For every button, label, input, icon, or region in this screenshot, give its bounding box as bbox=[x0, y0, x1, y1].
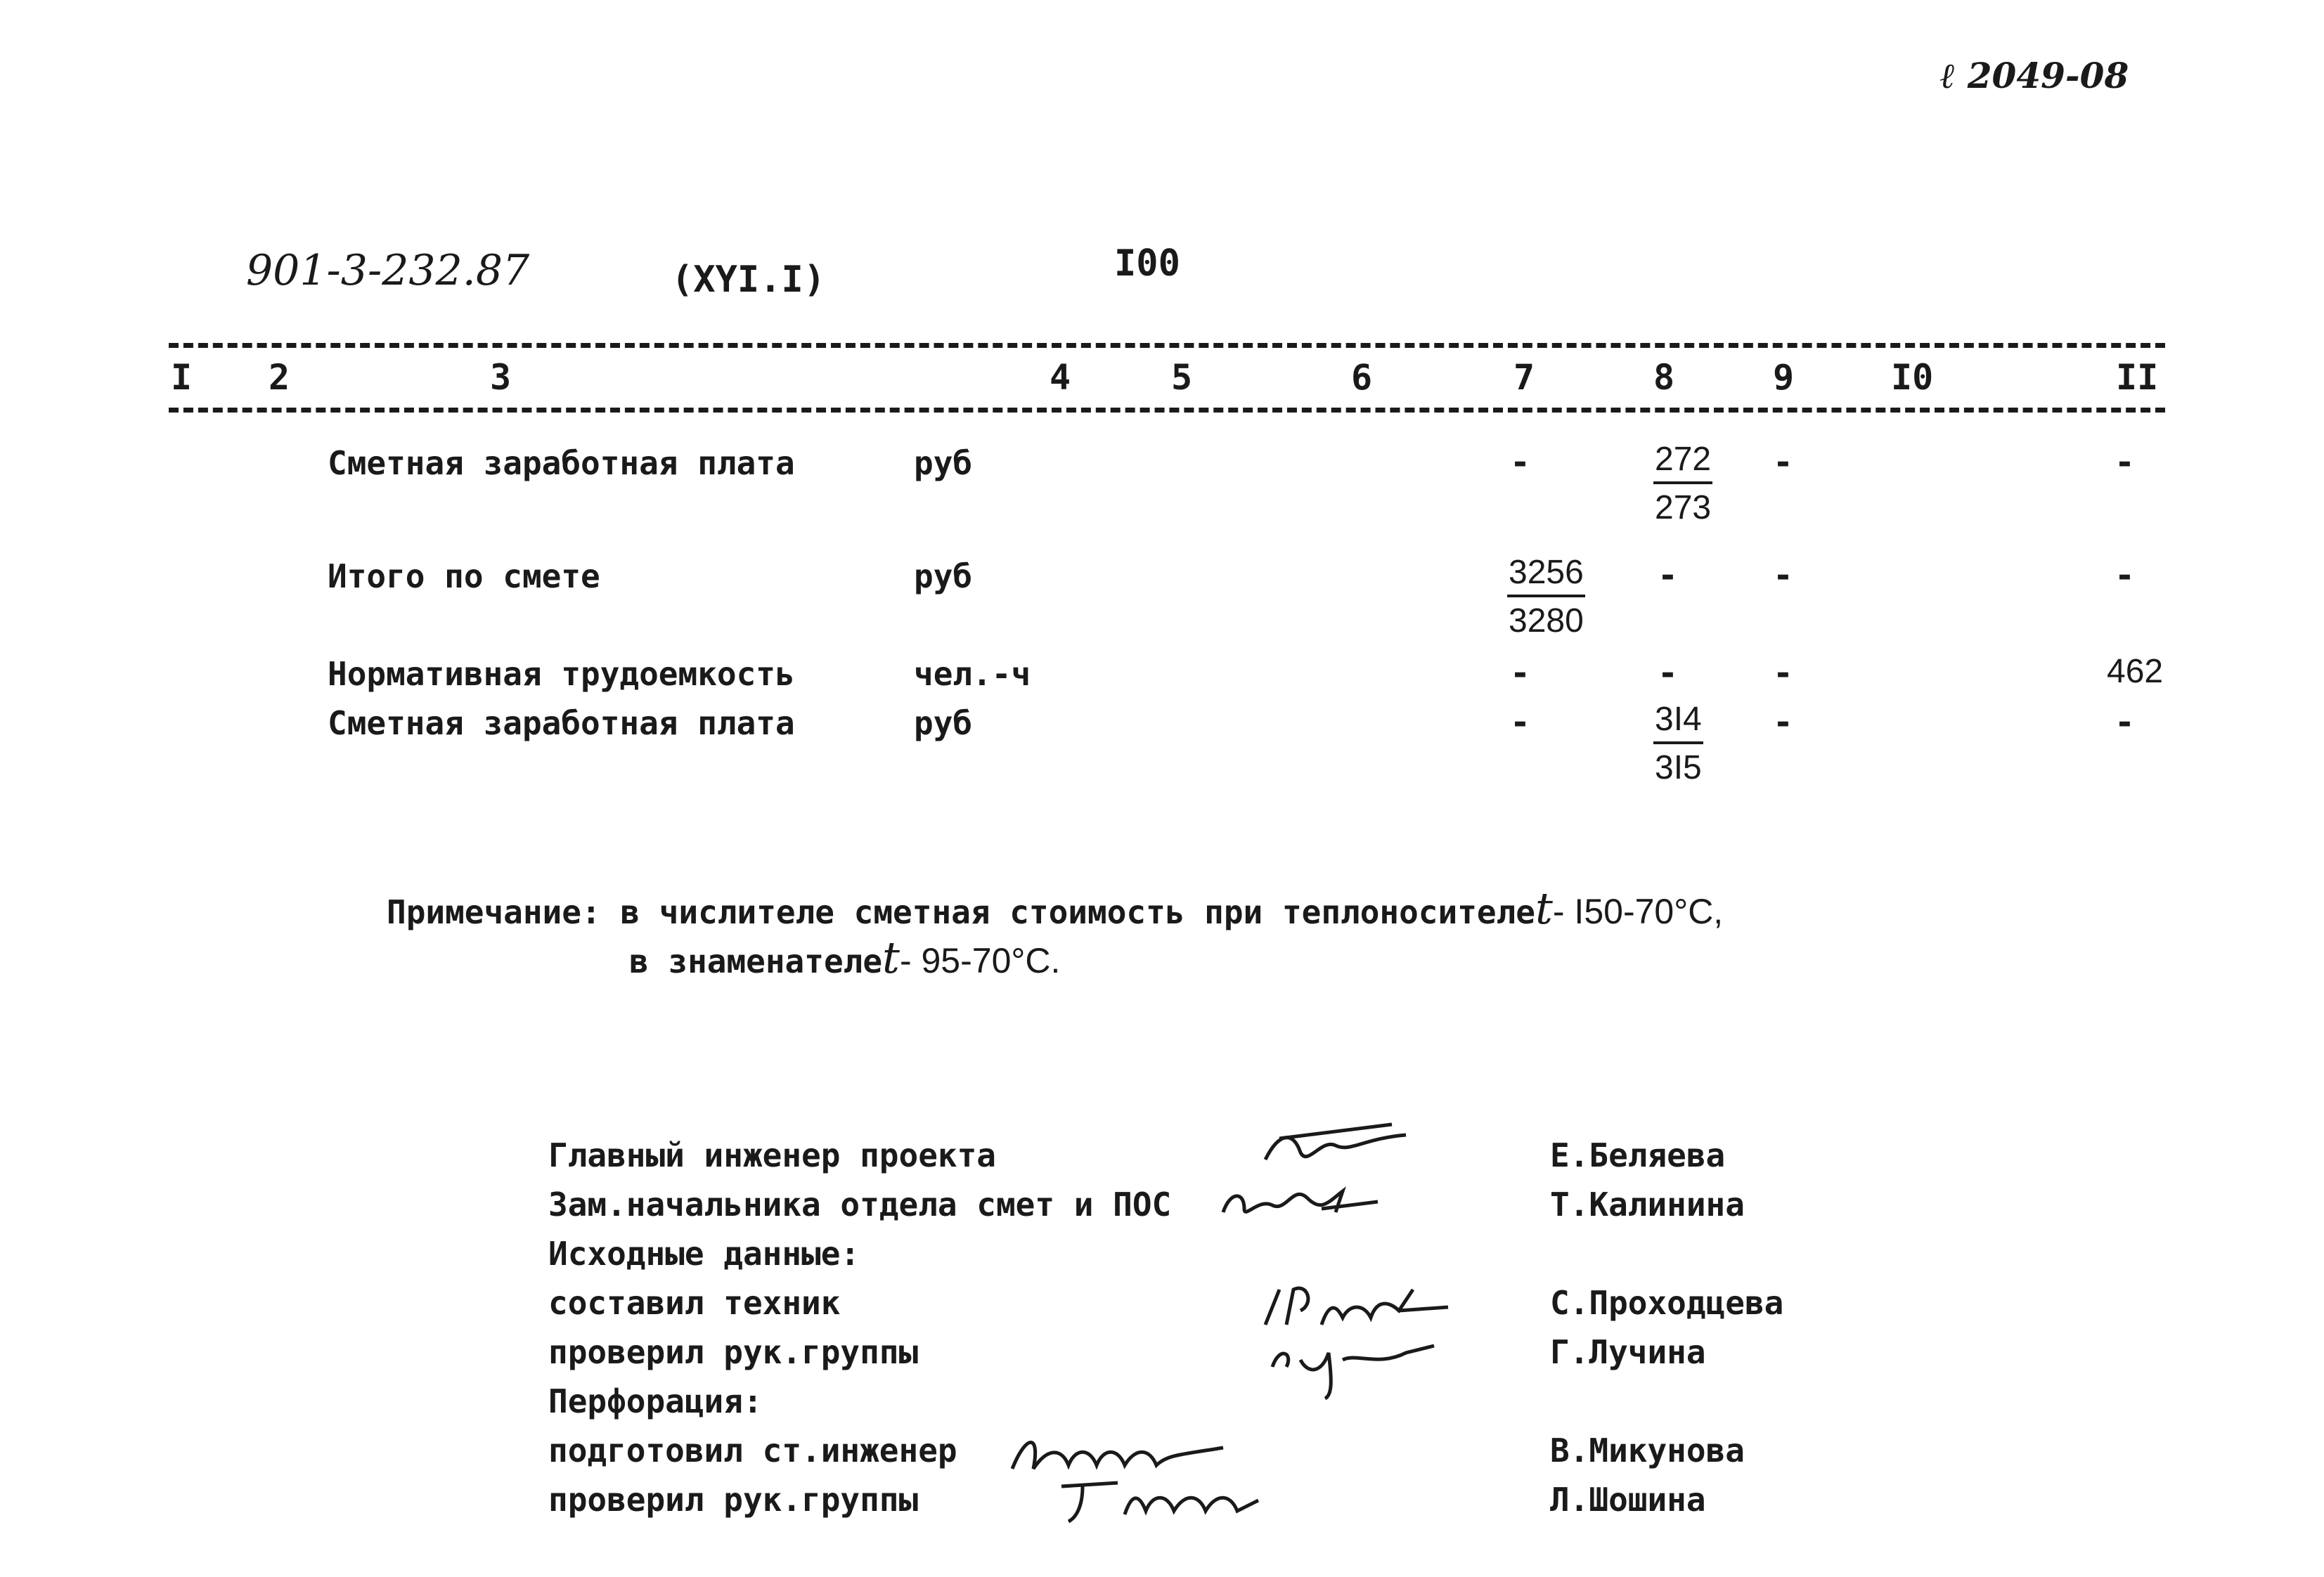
cell-col9: - bbox=[1773, 443, 1793, 482]
signer-name: Т.Калинина bbox=[1550, 1186, 1745, 1224]
column-number: 8 bbox=[1653, 357, 1675, 398]
signer-name: В.Микунова bbox=[1550, 1432, 1745, 1469]
signer-role: подготовил ст.инженер bbox=[548, 1432, 957, 1469]
note-temperature-symbol: t bbox=[882, 932, 900, 983]
cell-col9: - bbox=[1773, 654, 1793, 693]
signature-handwritten bbox=[1265, 1325, 1448, 1402]
signer-name: Е.Беляева bbox=[1550, 1136, 1726, 1174]
cell-col7-numerator: 3256 bbox=[1507, 553, 1585, 597]
row-name: Нормативная трудоемкость bbox=[328, 655, 795, 693]
column-number: 4 bbox=[1050, 357, 1071, 398]
signer-role: проверил рук.группы bbox=[548, 1481, 919, 1519]
cell-col8: - bbox=[1658, 556, 1678, 595]
cell-col8-fraction bbox=[1653, 440, 1712, 527]
row-unit: руб bbox=[914, 704, 973, 742]
cell-col11: 462 bbox=[2107, 653, 2164, 690]
section-label: Перфорация: bbox=[548, 1382, 763, 1420]
signature-handwritten bbox=[1258, 1117, 1413, 1174]
signer-role: проверил рук.группы bbox=[548, 1333, 919, 1371]
project-code: 901-3-232.87 bbox=[246, 246, 530, 295]
row-name: Итого по смете bbox=[328, 557, 600, 595]
row-name: Сметная заработная плата bbox=[328, 704, 795, 742]
signer-role: составил техник bbox=[548, 1284, 841, 1322]
cell-col7: - bbox=[1510, 443, 1530, 482]
cell-col11: - bbox=[2115, 556, 2135, 595]
signer-name: Г.Лучина bbox=[1550, 1333, 1706, 1371]
signer-role: Главный инженер проекта bbox=[548, 1136, 996, 1174]
note-range: - I50-70°С, bbox=[1552, 892, 1724, 931]
column-number: 2 bbox=[269, 357, 290, 398]
document-code-corner: ℓ 2049-08 bbox=[1940, 55, 2129, 96]
header-rule-bottom bbox=[169, 408, 2165, 413]
row-unit: руб bbox=[914, 444, 973, 482]
row-name: Сметная заработная плата bbox=[328, 444, 795, 482]
cell-col7: - bbox=[1510, 654, 1530, 693]
column-number: I0 bbox=[1891, 357, 1934, 398]
cell-col11: - bbox=[2115, 703, 2135, 742]
row-unit: руб bbox=[914, 557, 973, 595]
note-text: в знаменателе bbox=[629, 942, 883, 980]
signature-handwritten bbox=[1216, 1170, 1385, 1226]
column-number: 7 bbox=[1513, 357, 1535, 398]
section-label: Исходные данные: bbox=[548, 1235, 860, 1273]
row-unit: чел.-ч bbox=[914, 655, 1031, 693]
cell-col9: - bbox=[1773, 556, 1793, 595]
column-number: I bbox=[171, 357, 193, 398]
cell-col9: - bbox=[1773, 703, 1793, 742]
column-number: 9 bbox=[1773, 357, 1795, 398]
column-number: 6 bbox=[1351, 357, 1373, 398]
column-number: II bbox=[2116, 357, 2159, 398]
cell-col8-fraction bbox=[1653, 700, 1703, 787]
column-number: 3 bbox=[490, 357, 512, 398]
note-range: - 95-70°С. bbox=[899, 941, 1061, 980]
cell-col8-denominator: 3I5 bbox=[1655, 749, 1702, 786]
signer-name: Л.Шошина bbox=[1550, 1481, 1706, 1519]
signature-handwritten bbox=[1047, 1472, 1272, 1529]
cell-col7-fraction bbox=[1507, 553, 1585, 640]
column-number: 5 bbox=[1171, 357, 1193, 398]
signer-role: Зам.начальника отдела смет и ПОС bbox=[548, 1186, 1172, 1224]
cell-col8-denominator: 273 bbox=[1655, 489, 1712, 526]
cell-col8: - bbox=[1658, 654, 1678, 693]
header-rule-top bbox=[169, 343, 2165, 348]
signer-name: С.Проходцева bbox=[1550, 1284, 1784, 1322]
note-text: Примечание: в числителе сметная стоимость при теплоносителе bbox=[387, 893, 1535, 931]
note-temperature-symbol: t bbox=[1535, 883, 1553, 934]
cell-col8-numerator: 272 bbox=[1653, 440, 1712, 484]
cell-col7: - bbox=[1510, 703, 1530, 742]
part-label: (XYI.I) bbox=[671, 259, 826, 301]
note-line-1 bbox=[387, 883, 1723, 934]
page-number: I00 bbox=[1114, 242, 1180, 285]
cell-col7-denominator: 3280 bbox=[1509, 602, 1584, 640]
cell-col8-numerator: 3I4 bbox=[1653, 700, 1703, 744]
note-line-2 bbox=[629, 932, 1060, 983]
cell-col11: - bbox=[2115, 443, 2135, 482]
